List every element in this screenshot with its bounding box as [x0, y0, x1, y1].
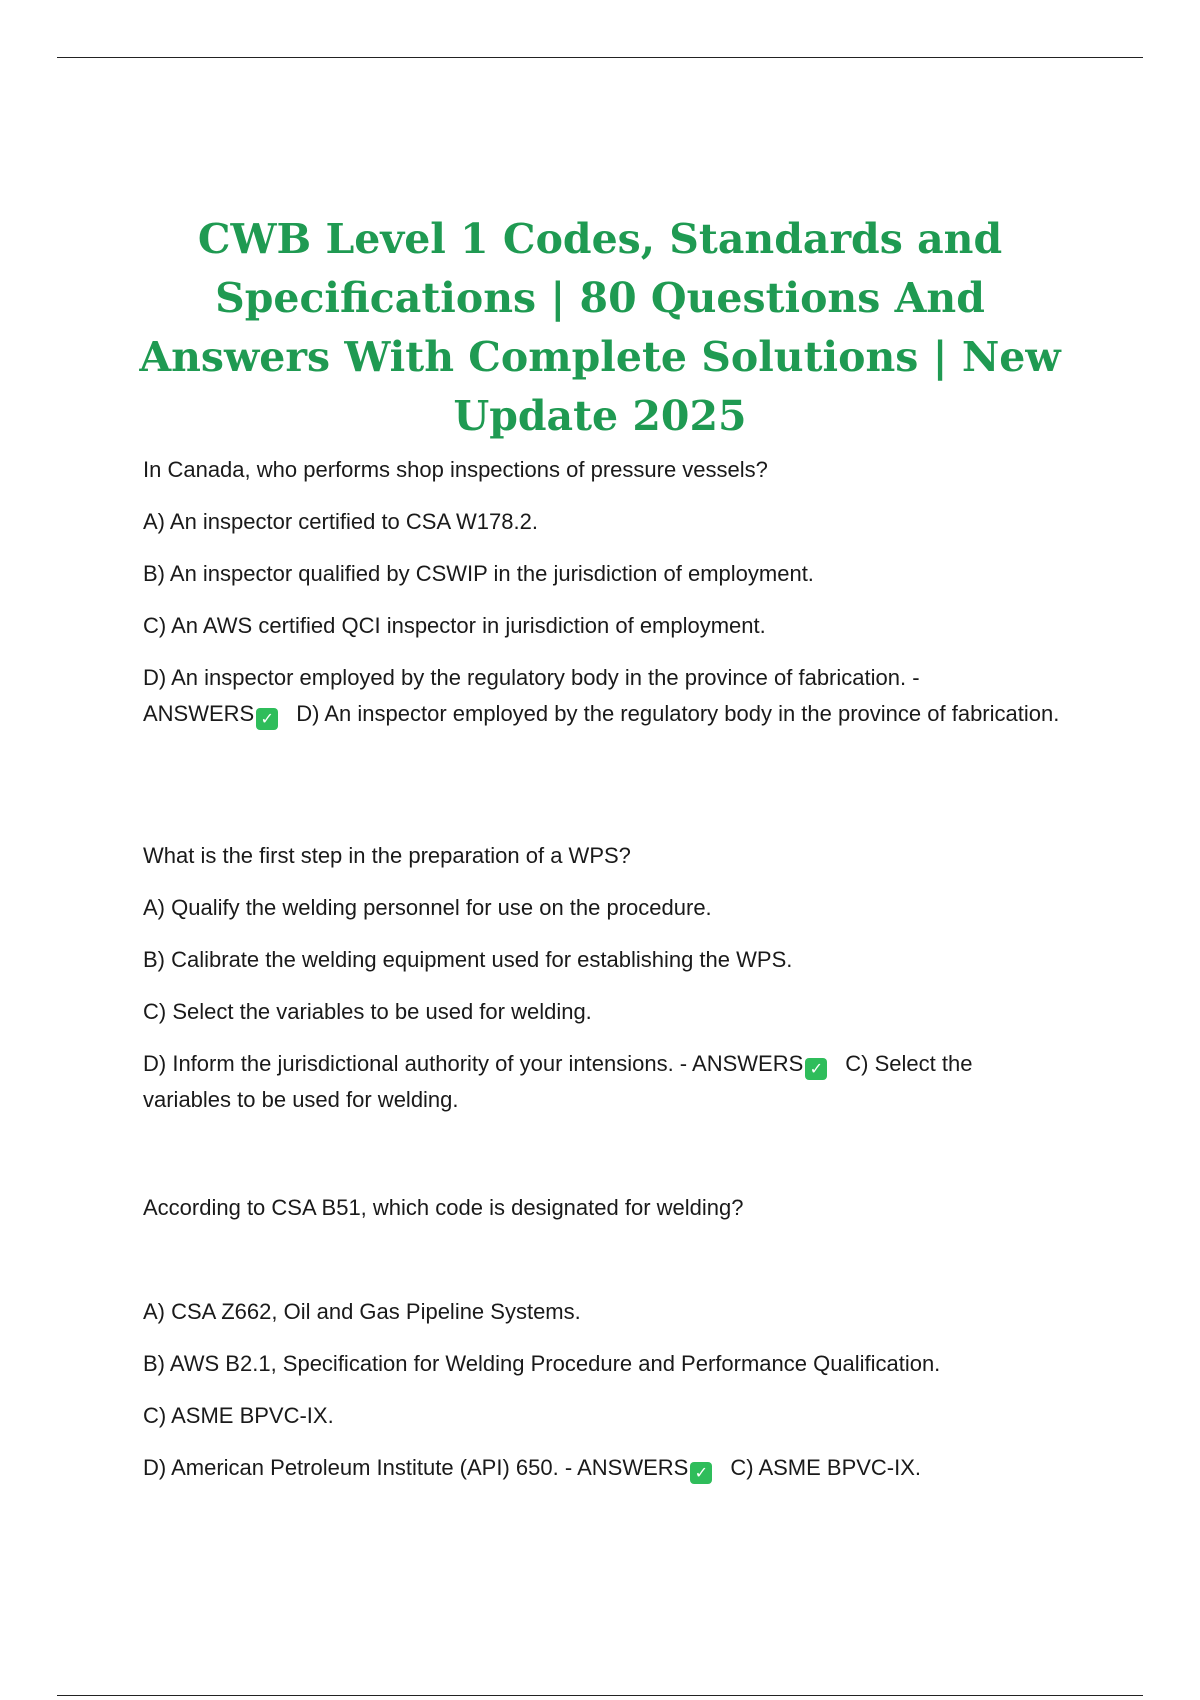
option-a: A) Qualify the welding personnel for use on the procedure. [143, 895, 712, 920]
option-d: D) An inspector employed by the regulatory body in the province of fabrication. - [143, 665, 920, 690]
option-d-with-answer [143, 1450, 1063, 1486]
document-title: CWB Level 1 Codes, Standards and Specifications | 80 Questions And Answers With Complete Solutions | New Update 2025 [139, 215, 1061, 440]
check-square-icon: ✓ [256, 708, 278, 730]
option-b: B) Calibrate the welding equipment used for establishing the WPS. [143, 947, 793, 972]
question-block-1 [143, 452, 1063, 732]
option-c: C) An AWS certified QCI inspector in jurisdiction of employment. [143, 613, 766, 638]
question-text: In Canada, who performs shop inspections of pressure vessels? [143, 457, 768, 482]
check-square-icon: ✓ [690, 1462, 712, 1484]
option-d: D) American Petroleum Institute (API) 650. - [143, 1455, 573, 1480]
option-d: D) Inform the jurisdictional authority of your intensions. - [143, 1051, 688, 1076]
option-b: B) AWS B2.1, Specification for Welding Procedure and Performance Qualification. [143, 1351, 941, 1376]
check-square-icon: ✓ [805, 1058, 827, 1080]
answer-text: D) An inspector employed by the regulatory body in the province of fabrication. [296, 701, 1060, 726]
question-text: According to CSA B51, which code is designated for welding? [143, 1195, 744, 1220]
option-a: A) An inspector certified to CSA W178.2. [143, 509, 538, 534]
answer-label: ANSWERS [143, 701, 255, 726]
question-block-3 [143, 1190, 1063, 1486]
top-rule [57, 57, 1143, 58]
option-b: B) An inspector qualified by CSWIP in the jurisdiction of employment. [143, 561, 814, 586]
question-block-2 [143, 838, 1063, 1118]
answer-label: ANSWERS [577, 1455, 689, 1480]
bottom-rule [57, 1695, 1143, 1696]
option-a: A) CSA Z662, Oil and Gas Pipeline Systems. [143, 1299, 581, 1324]
answer-label: ANSWERS [692, 1051, 804, 1076]
option-d-with-answer [143, 1046, 1063, 1118]
option-c: C) ASME BPVC-IX. [143, 1403, 334, 1428]
answer-text: C) Select the variables to be used for welding. [143, 1051, 973, 1112]
option-c: C) Select the variables to be used for welding. [143, 999, 592, 1024]
question-text: What is the first step in the preparation of a WPS? [143, 843, 631, 868]
option-d-with-answer [143, 660, 1063, 732]
answer-text: C) ASME BPVC-IX. [730, 1455, 922, 1480]
